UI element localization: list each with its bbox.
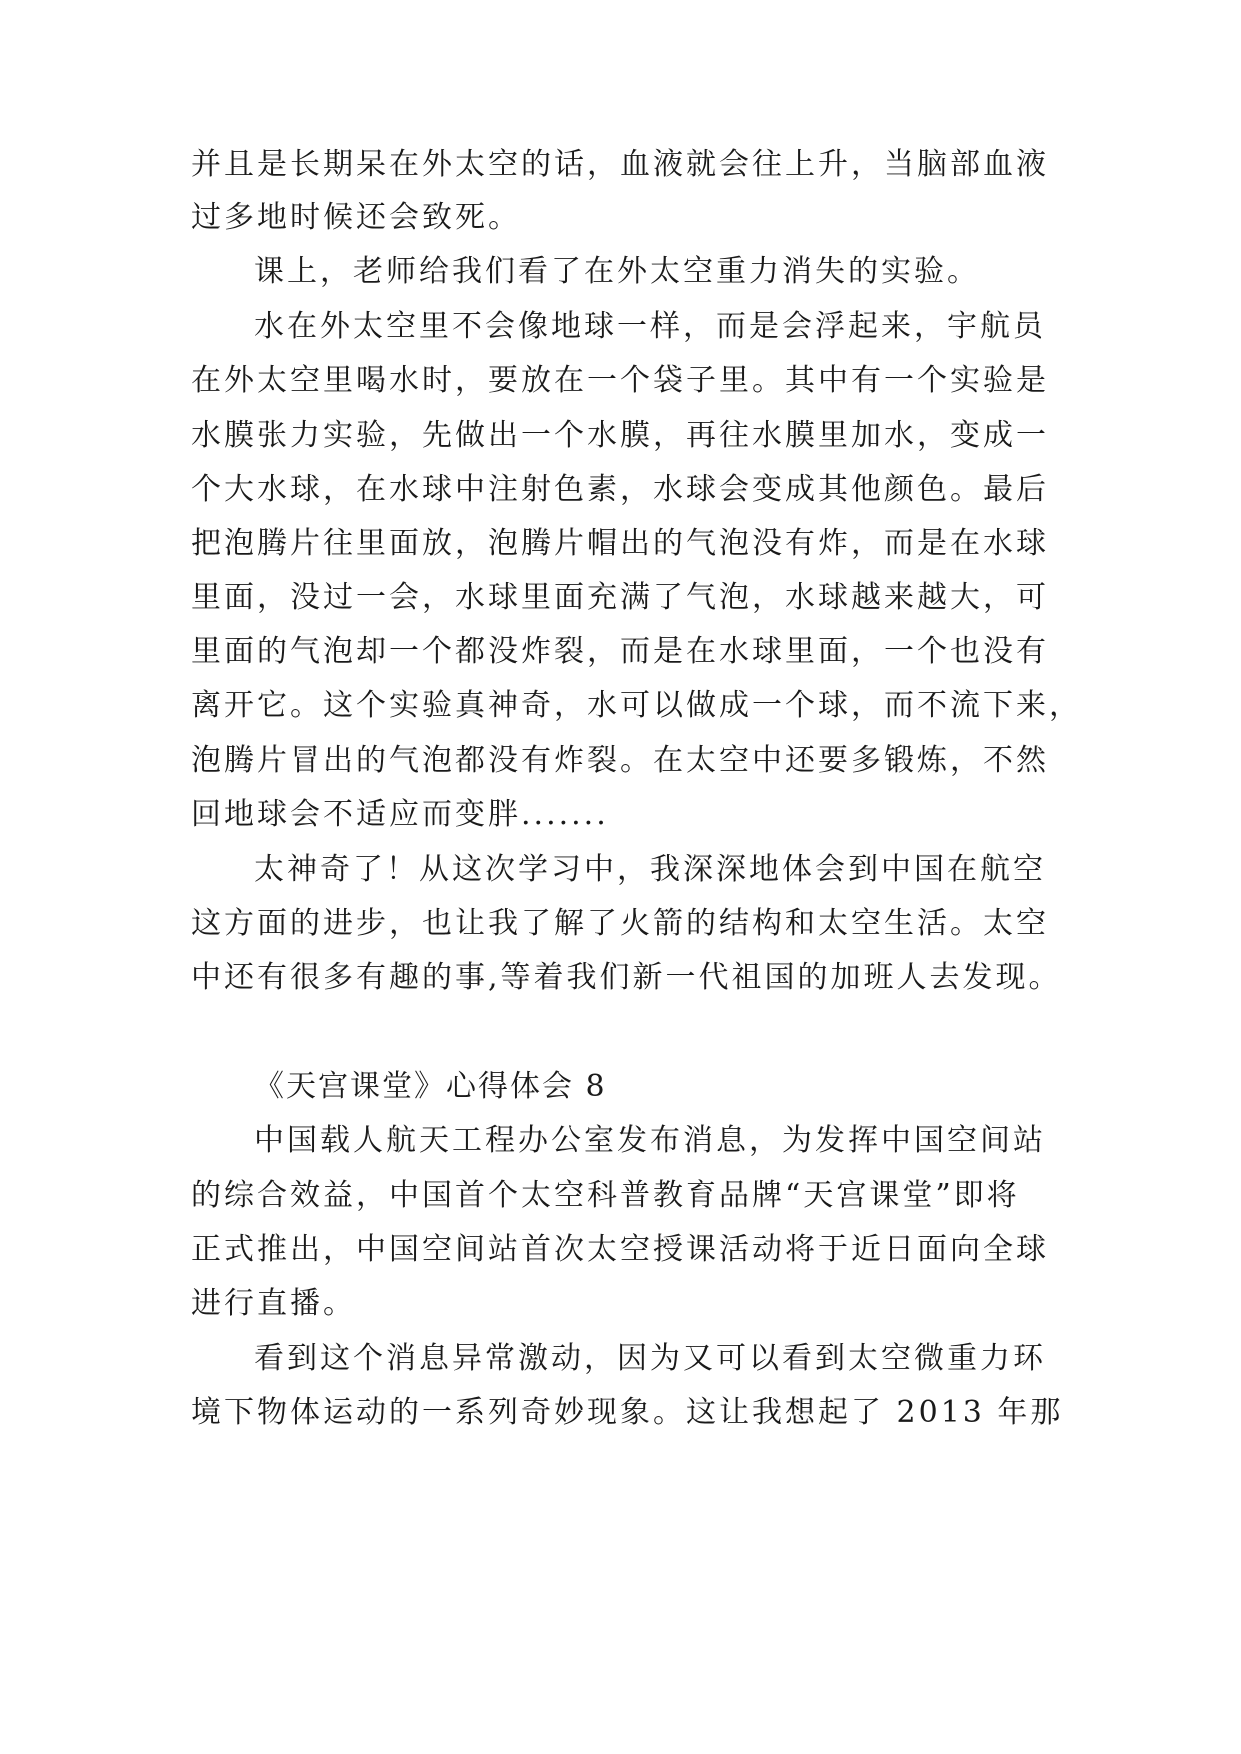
text-line: 在外太空里喝水时，要放在一个袋子里。其中有一个实验是 — [191, 363, 1049, 398]
text-line: 中国载人航天工程办公室发布消息，为发挥中国空间站 — [254, 1123, 1046, 1158]
text-line: 过多地时候还会致死。 — [191, 200, 521, 235]
text-line: 进行直播。 — [191, 1286, 356, 1321]
text-line: 这方面的进步，也让我了解了火箭的结构和太空生活。太空 — [191, 906, 1049, 941]
text-line: 离开它。这个实验真神奇，水可以做成一个球，而不流下来， — [191, 688, 1082, 723]
text-line: 水膜张力实验，先做出一个水膜，再往水膜里加水，变成一 — [191, 418, 1049, 453]
text-line: 看到这个消息异常激动，因为又可以看到太空微重力环 — [254, 1341, 1046, 1376]
text-line: 个大水球，在水球中注射色素，水球会变成其他颜色。最后 — [191, 472, 1049, 507]
text-line: 正式推出，中国空间站首次太空授课活动将于近日面向全球 — [191, 1232, 1049, 1267]
text-line: 泡腾片冒出的气泡都没有炸裂。在太空中还要多锻炼，不然 — [191, 743, 1049, 778]
text-line: 境下物体运动的一系列奇妙现象。这让我想起了 2013 年那 — [191, 1395, 1064, 1430]
text-line: 水在外太空里不会像地球一样，而是会浮起来，宇航员 — [254, 309, 1046, 344]
text-line: 课上，老师给我们看了在外太空重力消失的实验。 — [254, 254, 980, 289]
text-line: 并且是长期呆在外太空的话，血液就会往上升，当脑部血液 — [191, 147, 1049, 182]
text-line: 的综合效益，中国首个太空科普教育品牌“天宫课堂”即将 — [191, 1178, 1020, 1213]
text-line: 里面的气泡却一个都没炸裂，而是在水球里面，一个也没有 — [191, 634, 1049, 669]
text-line: 回地球会不适应而变胖....... — [191, 797, 609, 832]
section-heading: 《天宫课堂》心得体会 8 — [254, 1069, 607, 1104]
text-line: 里面，没过一会，水球里面充满了气泡，水球越来越大，可 — [191, 580, 1049, 615]
text-line: 把泡腾片往里面放，泡腾片帽出的气泡没有炸，而是在水球 — [191, 526, 1049, 561]
text-line: 太神奇了！从这次学习中，我深深地体会到中国在航空 — [254, 852, 1046, 887]
text-line: 中还有很多有趣的事,等着我们新一代祖国的加班人去发现。 — [191, 960, 1062, 995]
